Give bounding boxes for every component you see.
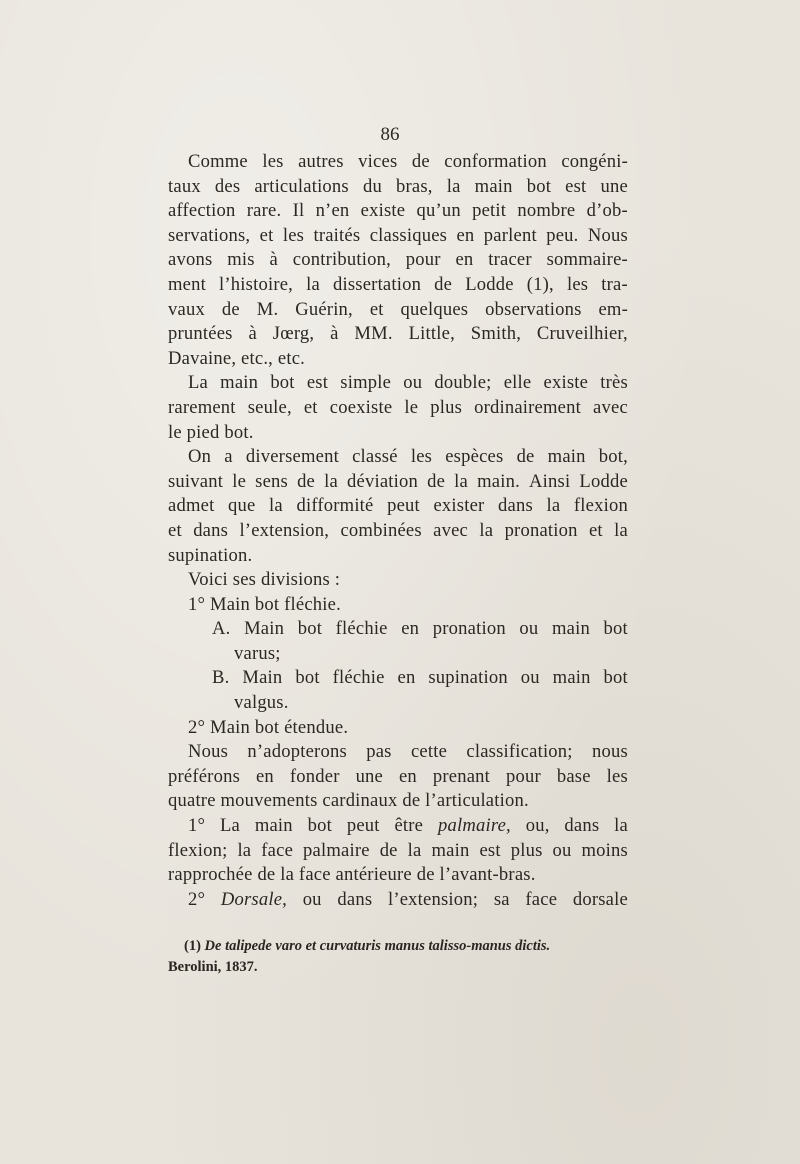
text-line: La main bot est simple ou double; elle existe très (188, 372, 628, 394)
text-line: 2° Main bot étendue. (188, 716, 349, 738)
text-line: taux des articulations du bras, la main bot est une (168, 175, 628, 197)
text-line: pruntées à Jœrg, à MM. Little, Smith, Cruveilhier, (168, 323, 628, 345)
text-line: suivant le sens de la déviation de la main. Ainsi Lodde (168, 470, 628, 492)
text-line: servations, et les traités classiques en parlent peu. Nous (168, 224, 628, 246)
text-line: affection rare. Il n’en existe qu’un petit nombre d’ob- (168, 200, 628, 222)
text-line: admet que la difformité peut exister dans la flexion (168, 495, 628, 517)
text-line: Davaine, etc., etc. (168, 347, 305, 369)
footnote (168, 936, 634, 978)
text-line: 1° La main bot peut être palmaire, ou, dans la (188, 815, 628, 837)
text-line: le pied bot. (168, 421, 254, 443)
text-line: quatre mouvements cardinaux de l’articulation. (168, 790, 529, 812)
text-line: avons mis à contribution, pour en tracer sommaire- (168, 249, 628, 271)
body-text (168, 150, 628, 912)
page-number: 86 (380, 124, 400, 145)
footnote-line-1: (1) De talipede varo et curvaturis manus talisso-manus dictis. (184, 938, 551, 954)
text-line: 2° Dorsale, ou dans l’extension; sa face dorsale (188, 888, 628, 910)
text-line: valgus. (234, 692, 289, 714)
text-line: On a diversement classé les espèces de main bot, (188, 446, 628, 468)
text-line: préférons en fonder une en prenant pour base les (168, 765, 628, 787)
text-line: Nous n’adopterons pas cette classification; nous (188, 741, 628, 763)
text-line: varus; (234, 642, 281, 664)
text-line: B. Main bot fléchie en supination ou main bot (212, 667, 628, 689)
text-line: rarement seule, et coexiste le plus ordinairement avec (168, 396, 628, 418)
text-line: vaux de M. Guérin, et quelques observations em- (168, 298, 628, 320)
footnote-line-2: Berolini, 1837. (168, 959, 258, 975)
text-line: Voici ses divisions : (188, 569, 341, 591)
text-line: A. Main bot fléchie en pronation ou main bot (212, 618, 628, 640)
text-line: Comme les autres vices de conformation congéni- (188, 151, 628, 172)
text-line: et dans l’extension, combinées avec la pronation et la (168, 519, 628, 541)
text-line: 1° Main bot fléchie. (188, 593, 341, 615)
text-line: flexion; la face palmaire de la main est plus ou moins (168, 839, 628, 861)
text-line: rapprochée de la face antérieure de l’avant-bras. (168, 864, 536, 886)
text-line: ment l’histoire, la dissertation de Lodde (1), les tra- (168, 273, 628, 295)
text-line: supination. (168, 544, 253, 566)
